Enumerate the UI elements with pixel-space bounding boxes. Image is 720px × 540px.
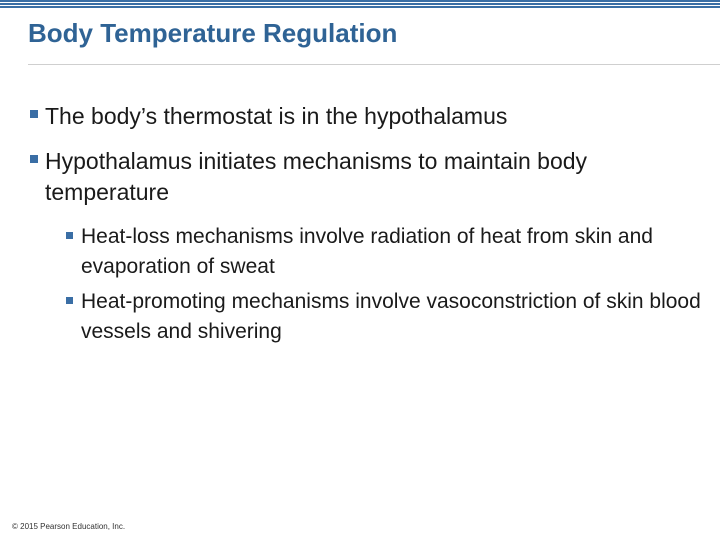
sub-bullet-text: Heat-promoting mechanisms involve vasoconstriction of skin blood vessels and shivering xyxy=(81,290,701,343)
copyright-footer: © 2015 Pearson Education, Inc. xyxy=(12,522,126,531)
bullet-text: The body’s thermostat is in the hypothalamus xyxy=(45,103,508,129)
sub-bullet-item xyxy=(64,222,708,282)
bullet-square-icon xyxy=(30,155,38,163)
bullet-square-icon xyxy=(66,297,73,304)
bullet-item xyxy=(28,101,708,132)
bullet-square-icon xyxy=(30,110,38,118)
slide-title: Body Temperature Regulation xyxy=(28,18,398,48)
sub-bullet-item xyxy=(64,287,708,347)
bullet-item xyxy=(28,146,708,208)
sub-bullet-text: Heat-loss mechanisms involve radiation of heat from skin and evaporation of sweat xyxy=(81,225,653,278)
top-decorative-bar xyxy=(0,0,720,9)
bullet-list xyxy=(28,101,708,352)
bullet-square-icon xyxy=(66,232,73,239)
bullet-text: Hypothalamus initiates mechanisms to maintain body temperature xyxy=(45,148,588,205)
title-divider xyxy=(28,64,720,65)
